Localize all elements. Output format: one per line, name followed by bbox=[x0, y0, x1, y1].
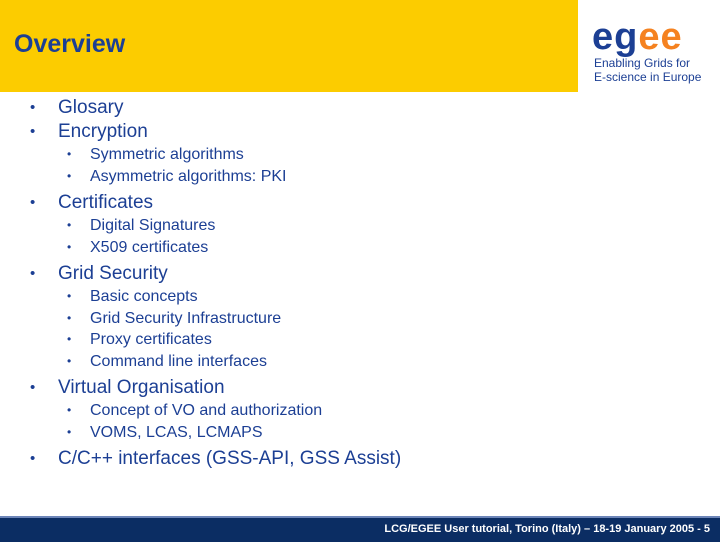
bullet-icon: • bbox=[67, 218, 72, 232]
header-band bbox=[0, 0, 578, 92]
bullet-icon: • bbox=[30, 123, 36, 140]
outline-item-c-interfaces bbox=[0, 447, 720, 471]
bullet-icon: • bbox=[67, 239, 72, 254]
bullet-icon: • bbox=[67, 147, 72, 161]
outline-item-label: Virtual Organisation bbox=[58, 377, 225, 398]
sub-item: • Command line interfaces bbox=[0, 351, 720, 373]
outline-item-glosary bbox=[0, 96, 720, 120]
bullet-icon: • bbox=[67, 289, 72, 303]
bullet-icon: • bbox=[67, 332, 72, 346]
outline-item-label: Certificates bbox=[58, 192, 154, 213]
bullet-icon: • bbox=[67, 310, 72, 325]
outline-item-virtual-organisation bbox=[0, 376, 720, 400]
sub-item: • X509 certificates bbox=[0, 237, 720, 259]
bullet-icon: • bbox=[67, 424, 72, 439]
outline-sublist-certificates bbox=[0, 215, 720, 258]
sub-item: • VOMS, LCAS, LCMAPS bbox=[0, 422, 720, 444]
bullet-icon: • bbox=[30, 379, 36, 396]
sub-item: • Basic concepts bbox=[0, 286, 720, 308]
bullet-icon: • bbox=[30, 450, 36, 467]
sub-item: • Proxy certificates bbox=[0, 329, 720, 351]
outline-sublist-encryption bbox=[0, 144, 720, 187]
bullet-icon: • bbox=[67, 403, 72, 417]
sub-item: • Grid Security Infrastructure bbox=[0, 308, 720, 330]
sub-item: • Concept of VO and authorization bbox=[0, 400, 720, 422]
bullet-icon: • bbox=[30, 194, 36, 211]
bullet-icon: • bbox=[30, 99, 36, 116]
outline-sublist-virtual-organisation bbox=[0, 400, 720, 443]
bullet-icon: • bbox=[67, 168, 72, 183]
outline-sublist-grid-security bbox=[0, 286, 720, 372]
sub-item: • Digital Signatures bbox=[0, 215, 720, 237]
outline-item-label: Encryption bbox=[58, 121, 148, 142]
logo-tagline-line2: E-science in Europe bbox=[594, 70, 702, 84]
outline-item-grid-security bbox=[0, 262, 720, 286]
bullet-icon: • bbox=[67, 353, 72, 368]
outline-item-encryption bbox=[0, 120, 720, 144]
outline-item-certificates bbox=[0, 191, 720, 215]
outline-list bbox=[0, 96, 720, 471]
logo-tagline-line1: Enabling Grids for bbox=[594, 56, 691, 70]
footer-bar bbox=[0, 516, 720, 542]
bullet-icon: • bbox=[30, 265, 36, 282]
logo-wordmark: egee bbox=[592, 16, 683, 58]
outline-item-label: Glosary bbox=[58, 97, 124, 118]
egee-logo bbox=[580, 8, 720, 92]
sub-item: • Symmetric algorithms bbox=[0, 144, 720, 166]
slide-title: Overview bbox=[14, 30, 126, 58]
outline-item-label: Grid Security bbox=[58, 263, 168, 284]
outline-item-label: C/C++ interfaces (GSS-API, GSS Assist) bbox=[58, 448, 402, 469]
sub-item: • Asymmetric algorithms: PKI bbox=[0, 166, 720, 188]
footer-text: LCG/EGEE User tutorial, Torino (Italy) – 18-19 January 2005 - 5 bbox=[384, 523, 710, 535]
